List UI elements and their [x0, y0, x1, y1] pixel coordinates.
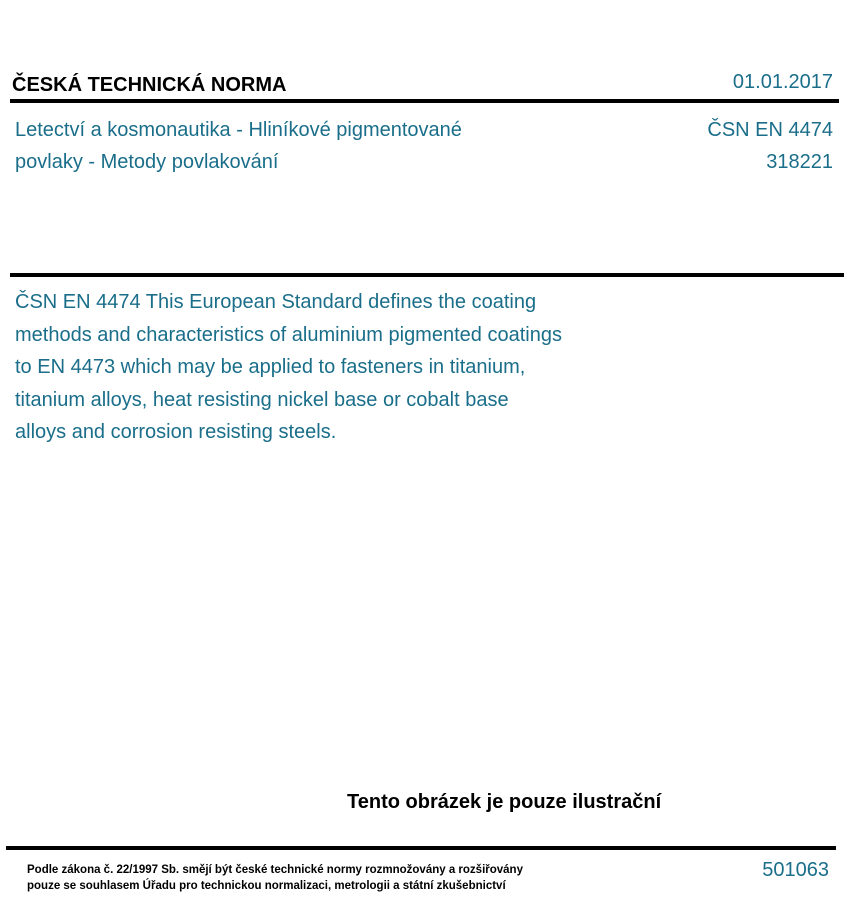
document-number: 501063 — [762, 859, 829, 881]
abstract-line: titanium alloys, heat resisting nickel base or cobalt base — [15, 388, 509, 411]
standard-code: ČSN EN 4474 — [707, 119, 833, 141]
classification-number: 318221 — [766, 151, 833, 173]
standard-title-line: Letectví a kosmonautika - Hliníkové pigmentované — [15, 119, 462, 141]
legal-notice-line: pouze se souhlasem Úřadu pro technickou normalizaci, metrologii a státní zkušebnictví — [27, 880, 506, 892]
abstract-line: methods and characteristics of aluminium pigmented coatings — [15, 323, 562, 346]
abstract-line: ČSN EN 4474 This European Standard defines the coating — [15, 291, 537, 313]
illustration-notice: Tento obrázek je pouze ilustrační — [347, 791, 662, 813]
standard-title-line: povlaky - Metody povlakování — [15, 151, 279, 173]
legal-notice — [27, 862, 523, 894]
abstract-text — [15, 286, 562, 449]
abstract-line: to EN 4473 which may be applied to fasteners in titanium, — [15, 356, 526, 378]
legal-notice-line: Podle zákona č. 22/1997 Sb. smějí být české technické normy rozmnožovány a rozšiřovány — [27, 864, 523, 876]
middle-divider — [10, 273, 844, 277]
bottom-divider — [6, 846, 836, 850]
abstract-line: alloys and corrosion resisting steels. — [15, 421, 337, 443]
standard-identifiers — [707, 114, 833, 178]
issue-date: 01.01.2017 — [732, 71, 833, 93]
standard-title — [15, 114, 462, 178]
top-divider — [10, 99, 839, 103]
document-type-title: ČESKÁ TECHNICKÁ NORMA — [12, 74, 287, 96]
